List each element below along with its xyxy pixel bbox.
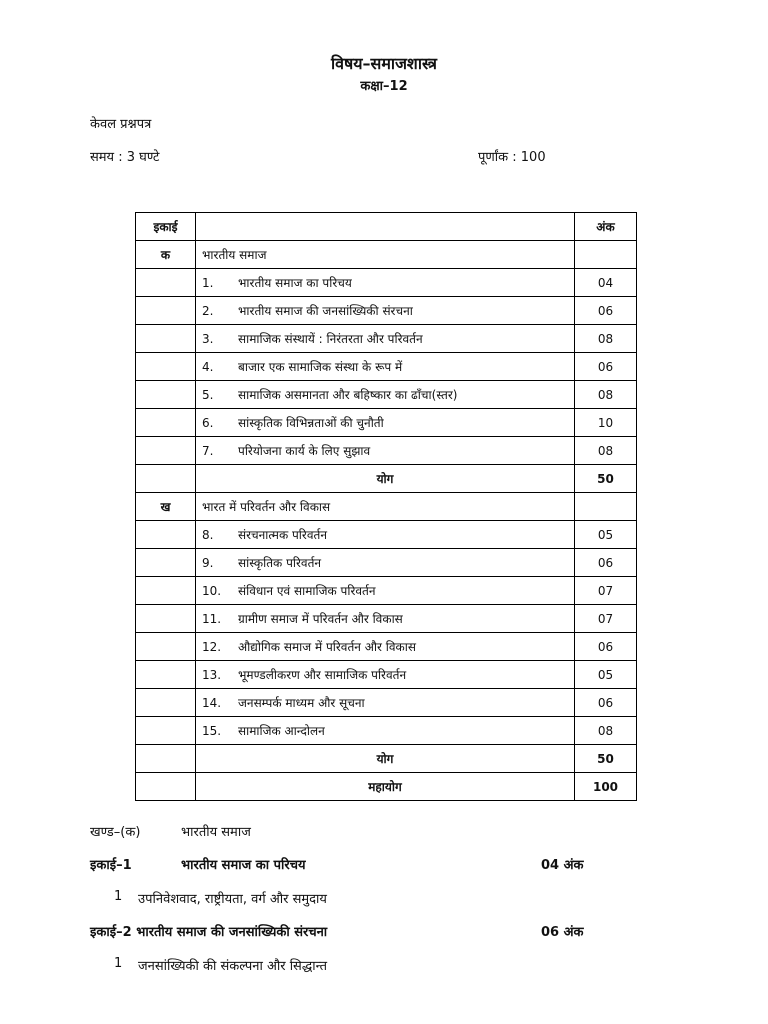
class-label: कक्षा–12 [360,79,408,94]
topic-row [136,577,637,605]
grand-total-value: 100 [575,773,637,801]
topic-cell [196,325,575,353]
topic-unit-empty [136,297,196,325]
subtotal-label: योग [196,465,575,493]
topic-cell [196,605,575,633]
topic-row [136,605,637,633]
topic-row [136,381,637,409]
unit1-item-number: 1 [114,889,123,904]
topic-text: परियोजना कार्य के लिए सुझाव [238,444,371,458]
topic-cell [196,381,575,409]
topic-unit-empty [136,353,196,381]
subtotal-row [136,745,637,773]
part-title: भारतीय समाज [181,825,251,840]
topic-marks: 08 [575,437,637,465]
grand-total-row [136,773,637,801]
topic-marks: 06 [575,549,637,577]
topic-number: 10. [202,584,222,598]
topic-cell [196,437,575,465]
topic-unit-empty [136,381,196,409]
marks-header: अंक [575,213,637,241]
grand-total-label: महायोग [196,773,575,801]
topic-number: 11. [202,612,222,626]
unit2-item-text: जनसांख्यिकी की संकल्पना और सिद्धान्त [138,959,328,974]
unit1-marks: 04 अंक [541,858,584,873]
unit1-title: भारतीय समाज का परिचय [181,858,306,873]
topic-row [136,353,637,381]
topic-text: औद्योगिक समाज में परिवर्तन और विकास [238,640,416,654]
topic-cell [196,577,575,605]
grand-total-unit-empty [136,773,196,801]
unit-marks-empty [575,241,637,269]
unit-title: भारतीय समाज [196,241,575,269]
topic-cell [196,717,575,745]
topic-text: भूमण्डलीकरण और सामाजिक परिवर्तन [238,668,407,682]
topic-text: सामाजिक असमानता और बहिष्कार का ढाँचा(स्तर) [238,388,458,402]
unit1-label: इकाई–1 [90,858,132,873]
table-header-row [136,213,637,241]
topic-marks: 08 [575,325,637,353]
topic-unit-empty [136,521,196,549]
topic-text: जनसम्पर्क माध्यम और सूचना [238,696,365,710]
topic-marks: 08 [575,381,637,409]
topic-marks: 07 [575,577,637,605]
subtotal-unit-empty [136,465,196,493]
topic-cell [196,409,575,437]
topic-unit-empty [136,409,196,437]
topic-number: 13. [202,668,222,682]
unit-heading-row [136,241,637,269]
topic-unit-empty [136,661,196,689]
unit-code: ख [136,493,196,521]
topic-number: 5. [202,388,214,402]
time-label: समय : 3 घण्टे [90,150,160,165]
topic-row [136,437,637,465]
topic-row [136,549,637,577]
unit2-marks: 06 अंक [541,925,584,940]
topic-cell [196,549,575,577]
topic-cell [196,269,575,297]
topic-number: 15. [202,724,222,738]
subtotal-row [136,465,637,493]
topic-unit-empty [136,717,196,745]
topic-text: संविधान एवं सामाजिक परिवर्तन [238,584,376,598]
topic-row [136,269,637,297]
unit-heading-row [136,493,637,521]
syllabus-table [135,212,637,801]
topic-text: संरचनात्मक परिवर्तन [238,528,327,542]
subtotal-unit-empty [136,745,196,773]
topic-text: बाजार एक सामाजिक संस्था के रूप में [238,360,403,374]
topic-row [136,325,637,353]
paper-note: केवल प्रश्नपत्र [90,117,152,132]
topic-marks: 08 [575,717,637,745]
topic-number: 6. [202,416,214,430]
topic-marks: 07 [575,605,637,633]
part-label: खण्ड–(क) [90,825,141,840]
topic-unit-empty [136,605,196,633]
topic-unit-empty [136,633,196,661]
topic-row [136,633,637,661]
topic-row [136,689,637,717]
topic-row [136,297,637,325]
topic-unit-empty [136,689,196,717]
topic-cell [196,353,575,381]
topic-number: 8. [202,528,214,542]
topic-text: सामाजिक आन्दोलन [238,724,325,738]
topic-number: 4. [202,360,214,374]
topic-marks: 05 [575,521,637,549]
unit-header: इकाई [136,213,196,241]
topic-marks: 06 [575,633,637,661]
topic-row [136,661,637,689]
topic-row [136,409,637,437]
unit2-item-number: 1 [114,956,123,971]
topic-unit-empty [136,577,196,605]
subtotal-value: 50 [575,745,637,773]
topic-header [196,213,575,241]
topic-marks: 04 [575,269,637,297]
topic-text: सांस्कृतिक परिवर्तन [238,556,322,570]
subtotal-label: योग [196,745,575,773]
topic-cell [196,521,575,549]
topic-number: 3. [202,332,214,346]
unit-marks-empty [575,493,637,521]
topic-unit-empty [136,437,196,465]
unit-code: क [136,241,196,269]
topic-number: 12. [202,640,222,654]
topic-number: 2. [202,304,214,318]
topic-cell [196,661,575,689]
topic-text: भारतीय समाज की जनसांख्यिकी संरचना [238,304,413,318]
syllabus-table-body [136,213,637,801]
unit-title: भारत में परिवर्तन और विकास [196,493,575,521]
topic-number: 1. [202,276,214,290]
topic-row [136,521,637,549]
topic-marks: 06 [575,689,637,717]
topic-number: 9. [202,556,214,570]
topic-unit-empty [136,269,196,297]
topic-cell [196,633,575,661]
topic-row [136,717,637,745]
unit2-heading: इकाई–2 भारतीय समाज की जनसांख्यिकी संरचना [90,925,328,940]
full-marks-label: पूर्णांक : 100 [478,150,546,165]
topic-unit-empty [136,549,196,577]
topic-marks: 10 [575,409,637,437]
topic-text: सामाजिक संस्थायें : निरंतरता और परिवर्तन [238,332,423,346]
topic-cell [196,297,575,325]
topic-text: सांस्कृतिक विभिन्नताओं की चुनौती [238,416,384,430]
topic-cell [196,689,575,717]
topic-text: भारतीय समाज का परिचय [238,276,352,290]
topic-unit-empty [136,325,196,353]
topic-marks: 06 [575,297,637,325]
topic-number: 14. [202,696,222,710]
topic-marks: 05 [575,661,637,689]
topic-text: ग्रामीण समाज में परिवर्तन और विकास [238,612,403,626]
topic-marks: 06 [575,353,637,381]
unit1-item-text: उपनिवेशवाद, राष्ट्रीयता, वर्ग और समुदाय [138,892,327,907]
subtotal-value: 50 [575,465,637,493]
document-title: विषय–समाजशास्त्र [330,54,438,73]
topic-number: 7. [202,444,214,458]
